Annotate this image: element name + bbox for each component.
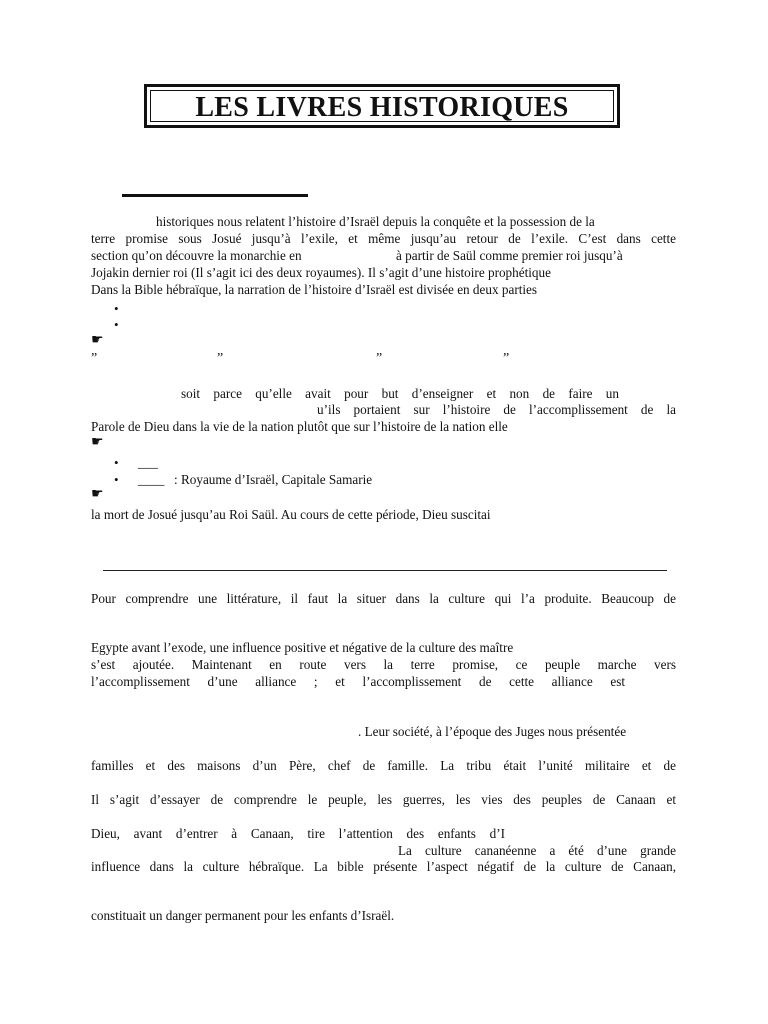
culture-paragraph-7: La culture cananéenne a été d’une grande: [398, 843, 676, 858]
intro-line-1: historiques nous relatent l’histoire d’Israël depuis la conquête et la possession de la: [156, 214, 595, 229]
kingdom-item-2-blank: ____: [138, 472, 165, 487]
intro-line-3a: section qu’on découvre la monarchie en: [91, 248, 302, 263]
culture-paragraph-4: familles et des maisons d’un Père, chef de famille. La tribu était l’unité militaire et de: [91, 758, 676, 773]
intro-line-3b: à partir de Saül comme premier roi jusqu’à: [396, 248, 623, 263]
kingdom-item-2-text: : Royaume d’Israël, Capitale Samarie: [174, 472, 373, 487]
quote-mark: ”: [376, 351, 383, 366]
pointing-hand-icon: ☛: [91, 435, 104, 450]
culture-p2-line-1: Egypte avant l’exode, une influence positive et négative de la culture des maître: [91, 640, 514, 655]
page-title: LES LIVRES HISTORIQUES: [195, 92, 569, 123]
intro-line-2: terre promise sous Josué jusqu’à l’exile, et même jusqu’au retour de l’exile. C’est dans cette: [91, 231, 676, 246]
bullet-icon: •: [114, 455, 119, 470]
culture-paragraph-1: Pour comprendre une littérature, il faut la situer dans la culture qui l’a produite. Beaucoup de: [91, 591, 676, 606]
culture-paragraph-8: influence dans la culture hébraïque. La bible présente l’aspect négatif de la culture de Canaan,: [91, 859, 676, 874]
kingdom-item-1-blank: ___: [138, 455, 158, 470]
bullet-icon: •: [114, 301, 119, 316]
pointing-hand-icon: ☛: [91, 487, 104, 502]
culture-p2-line-2: s’est ajoutée. Maintenant en route vers la terre promise, ce peuple marche vers: [91, 657, 676, 672]
title-box: [144, 84, 620, 128]
bullet-icon: •: [114, 317, 119, 332]
purpose-line-2: u’ils portaient sur l’histoire de l’accomplissement de la: [317, 402, 676, 417]
pointing-hand-icon: ☛: [91, 333, 104, 348]
quote-mark: ”: [217, 351, 224, 366]
bullet-icon: •: [114, 472, 119, 487]
culture-paragraph-9: constituait un danger permanent pour les enfants d’Israël.: [91, 908, 395, 923]
culture-paragraph-3: . Leur société, à l’époque des Juges nous présentée: [358, 724, 627, 739]
judges-line: la mort de Josué jusqu’au Roi Saül. Au cours de cette période, Dieu suscitai: [91, 507, 491, 522]
culture-paragraph-5: Il s’agit d’essayer de comprendre le peuple, les guerres, les vies des peuples de Canaan et: [91, 792, 676, 807]
purpose-line-3: Parole de Dieu dans la vie de la nation plutôt que sur l’histoire de la nation elle: [91, 419, 508, 434]
quote-mark: ”: [91, 351, 98, 366]
section-separator: [103, 570, 667, 571]
intro-line-5: Dans la Bible hébraïque, la narration de l’histoire d’Israël est divisée en deux parties: [91, 282, 538, 297]
heading-underline: [122, 194, 308, 197]
culture-p2-line-3: l’accomplissement d’une alliance ; et l’accomplissement de cette alliance est: [91, 674, 625, 689]
culture-paragraph-6: Dieu, avant d’entrer à Canaan, tire l’attention des enfants d’I: [91, 826, 505, 841]
quote-mark: ”: [503, 351, 510, 366]
intro-line-4: Jojakin dernier roi (Il s’agit ici des deux royaumes). Il s’agit d’une histoire prophétique: [91, 265, 551, 280]
purpose-line-1: soit parce qu’elle avait pour but d’enseigner et non de faire un: [181, 386, 619, 401]
